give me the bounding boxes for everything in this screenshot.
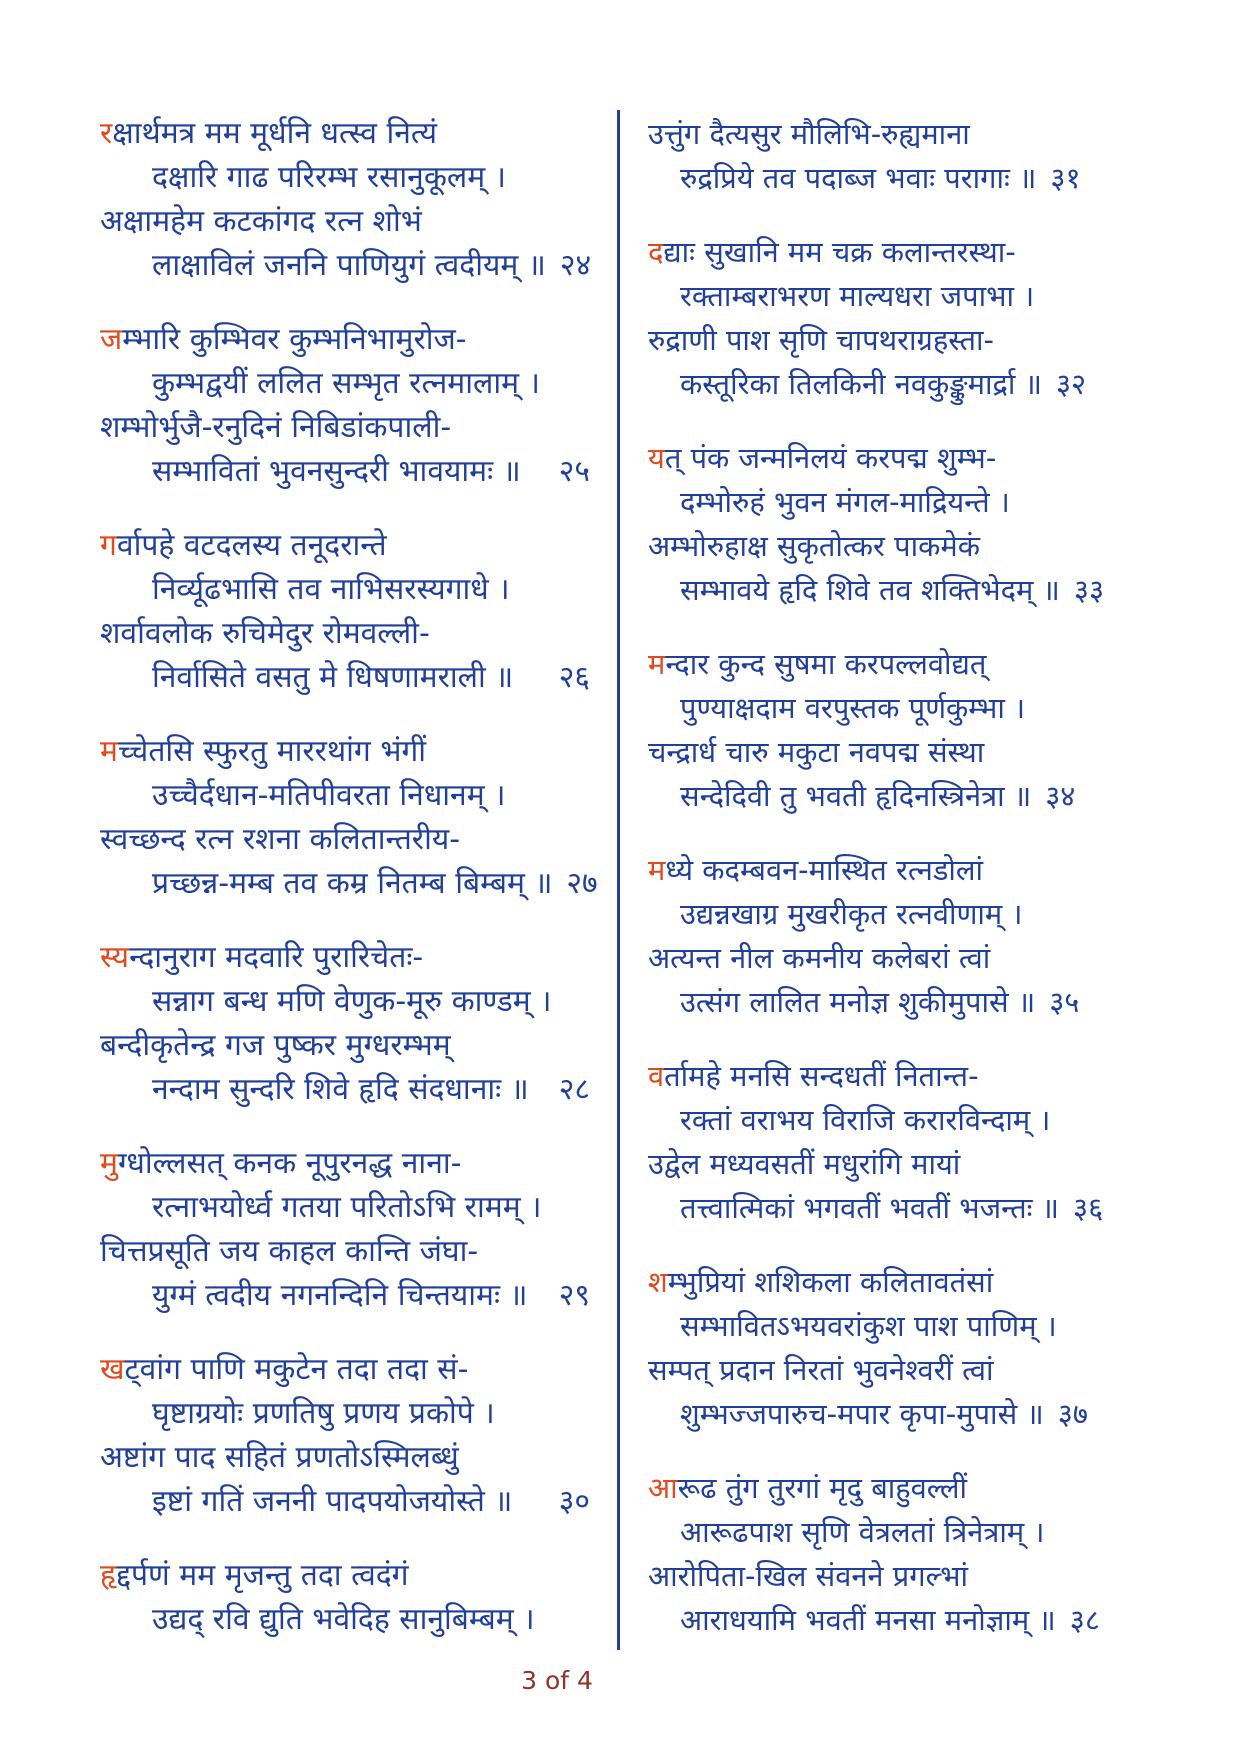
verse: [648, 642, 1076, 818]
verse-line-text: शम्भोर्भुजै-रनुदिनं निबिडांकपाली-: [100, 410, 452, 445]
verse-line: [100, 244, 590, 288]
verse: [100, 1348, 590, 1524]
verse-line: [648, 980, 1080, 1024]
verse-line-text: दम्भोरुहं भुवन मंगल-माद्रियन्ते ।: [680, 485, 1010, 519]
verse-line-text: लाक्षाविलं जननि पाणियुगं त्वदीयम् ॥: [152, 248, 546, 283]
verse-line-text: उद्यद् रवि द्युति भवेदिह सानुबिम्बम् ।: [152, 1602, 535, 1637]
verse-line-text: उत्तुंग दैत्यसुर मौलिभि-रुह्यमाना: [648, 117, 970, 151]
verse-line-text: अष्टांग पाद सहितं प्रणतोऽस्मिलब्धुं: [100, 1440, 459, 1475]
verse-line: [648, 156, 1081, 200]
verse-line-text: मुग्धोल्लसत् कनक नूपुरनद्ध नाना-: [100, 1146, 462, 1181]
verse-line: [648, 1348, 1016, 1392]
verse-initial-letter: आ: [648, 1471, 678, 1505]
verse-line: [648, 1260, 1016, 1304]
verse-line-text: आरूढ तुंग तुरगां मृदु बाहुवल्लीं: [648, 1471, 968, 1505]
verse-number: २५: [558, 454, 590, 489]
verse-line: [100, 1480, 590, 1524]
verse-line-text: प्रच्छन्न-मम्ब तव कम्र नितम्ब बिम्बम् ॥: [152, 866, 553, 901]
verse-line-text: हृद्दर्पणं मम मृजन्तु तदा त्वदंगं: [100, 1558, 409, 1593]
verse-line: [648, 1054, 1016, 1098]
verse-line: [100, 1230, 590, 1274]
verse: [648, 436, 1105, 612]
verse: [648, 112, 1081, 200]
verse-line: [648, 1554, 1016, 1598]
verse-line-text: नन्दाम सुन्दरि शिवे हृदि संदधानाः ॥: [152, 1072, 529, 1107]
verse-line: [100, 112, 590, 156]
verse-line-text: उच्चैर्दधान-मतिपीवरता निधानम् ।: [152, 778, 506, 813]
verse-line-text: सम्पत् प्रदान निरतां भुवनेश्वरीं त्वां: [648, 1353, 994, 1387]
verse-line-text: रत्नाभयोर्ध्व गतया परितोऽभि रामम् ।: [152, 1190, 542, 1225]
verse-number: ३७: [1057, 1397, 1088, 1431]
verse-line: [100, 362, 590, 406]
verse-line-text: चित्तप्रसूति जय काहल कान्ति जंघा-: [100, 1234, 479, 1269]
verse: [648, 230, 1087, 406]
verse-line: [648, 524, 1016, 568]
verse-line: [648, 318, 1016, 362]
verse-line-text: शर्वावलोक रुचिमेदुर रोमवल्ली-: [100, 616, 430, 651]
verse-line-text: आराधयामि भवतीं मनसा मनोज्ञाम् ॥: [680, 1603, 1056, 1637]
verse-line: [648, 1598, 1100, 1642]
verse-line: [100, 450, 590, 494]
verse-number: ३१: [1050, 161, 1081, 195]
verse-line-text: दक्षारि गाढ परिरम्भ रसानुकूलम् ।: [152, 160, 507, 195]
verse-line: [100, 156, 590, 200]
verse-line: [100, 1436, 590, 1480]
right-column: [648, 112, 1105, 1672]
verse-line-text: यत् पंक जन्मनिलयं करपद्म शुम्भ-: [648, 441, 997, 475]
verse-line-text: आरोपिता-खिल संवनने प्रगल्भां: [648, 1559, 968, 1593]
verse: [100, 524, 590, 700]
verse: [648, 848, 1080, 1024]
verse-line: [100, 936, 590, 980]
verse-line-text: रक्तां वराभय विराजि करारविन्दाम् ।: [680, 1103, 1051, 1137]
verse-line: [100, 980, 590, 1024]
verse-line: [648, 362, 1087, 406]
verse-line-text: रुद्रप्रिये तव पदाब्ज भवाः परागाः ॥: [680, 161, 1037, 195]
verse-line: [648, 274, 1035, 318]
verse-number: ३०: [558, 1484, 590, 1519]
verse-line-text: जम्भारि कुम्भिवर कुम्भनिभामुरोज-: [100, 322, 467, 357]
verse-initial-letter: हृ: [100, 1558, 117, 1593]
verse-line-text: सम्भावितऽभयवरांकुश पाश पाणिम् ।: [680, 1309, 1057, 1343]
verse-initial-letter: म: [648, 853, 666, 887]
verse-line-text: मच्चेतसि स्फुरतु माररथांग भंगीं: [100, 734, 427, 769]
verse-line: [648, 1392, 1088, 1436]
verse-line: [100, 818, 590, 862]
verse-line: [100, 1598, 590, 1642]
verse-line-text: मन्दार कुन्द सुषमा करपल्लवोद्यत्: [648, 647, 987, 681]
verse-line: [648, 730, 1016, 774]
verse: [648, 1260, 1088, 1436]
verse-line: [100, 200, 590, 244]
verse-initial-letter: य: [648, 441, 665, 475]
verse: [100, 936, 590, 1112]
verse-line-text: दद्याः सुखानि मम चक्र कलान्तरस्था-: [648, 235, 1016, 269]
verse-line-text: सन्नाग बन्ध मणि वेणुक-मूरु काण्डम् ।: [152, 984, 552, 1019]
verse-initial-letter: द: [648, 235, 664, 269]
verse-number: २८: [558, 1072, 590, 1107]
verse-line: [100, 1274, 590, 1318]
verse-line-text: शम्भुप्रियां शशिकला कलितावतंसां: [648, 1265, 994, 1299]
verse-initial-letter: श: [648, 1265, 668, 1299]
verse-line: [648, 1142, 1016, 1186]
verse-line: [648, 774, 1076, 818]
verse-number: ३५: [1049, 985, 1080, 1019]
verse-initial-letter: स्य: [100, 940, 130, 975]
verse-line: [100, 862, 598, 906]
verse-line: [100, 612, 590, 656]
column-divider: [617, 110, 620, 1650]
verse-line: [648, 230, 1016, 274]
verse-line-text: कस्तूरिका तिलकिनी नवकुङ्कुमार्द्रा ॥: [680, 367, 1042, 401]
verse-number: ३६: [1073, 1191, 1104, 1225]
verse: [648, 1466, 1100, 1642]
verse-number: २९: [558, 1278, 590, 1313]
verse-line-text: पुण्याक्षदाम वरपुस्तक पूर्णकुम्भा ।: [680, 691, 1026, 725]
verse-line: [648, 568, 1105, 612]
verse-line-text: निर्व्यूढभासि तव नाभिसरस्यगाधे ।: [152, 572, 510, 607]
verse-line-text: इष्टां गतिं जननी पादपयोजयोस्ते ॥: [152, 1484, 513, 1519]
verse: [100, 1554, 590, 1642]
verse-line-text: खट्वांग पाणि मकुटेन तदा तदा सं-: [100, 1352, 469, 1387]
verse-line: [648, 1304, 1057, 1348]
verse-initial-letter: म: [648, 647, 666, 681]
verse: [100, 112, 590, 288]
verse: [100, 730, 598, 906]
verse-initial-letter: ख: [100, 1352, 125, 1387]
verse-number: ३३: [1073, 573, 1105, 607]
verse-initial-letter: ज: [100, 322, 123, 357]
verse-line: [648, 892, 1023, 936]
verse-line: [648, 1466, 1016, 1510]
verse-line: [100, 1186, 590, 1230]
verse-line: [648, 436, 1016, 480]
verse-line-text: स्यन्दानुराग मदवारि पुरारिचेतः-: [100, 940, 424, 975]
verse-line-text: रक्ताम्बराभरण माल्यधरा जपाभा ।: [680, 279, 1035, 313]
verse-line-text: घृष्टाग्रयोः प्रणतिषु प्रणय प्रकोपे ।: [152, 1396, 495, 1431]
verse-line-text: उत्संग लालित मनोज्ञ शुकीमुपासे ॥: [680, 985, 1036, 1019]
verse-number: ३४: [1045, 779, 1076, 813]
verse: [100, 1142, 590, 1318]
left-column: [100, 112, 598, 1672]
verse-line: [100, 730, 590, 774]
verse-line-text: अक्षामहेम कटकांगद रत्न शोभं: [100, 204, 422, 239]
verse-line: [648, 848, 1016, 892]
verse-line: [648, 1186, 1104, 1230]
verse-line-text: मध्ये कदम्बवन-मास्थित रत्नडोलां: [648, 853, 984, 887]
verse-line-text: कुम्भद्वयीं ललित सम्भृत रत्नमालाम् ।: [152, 366, 540, 401]
verse-line: [648, 480, 1016, 524]
verse-initial-letter: मु: [100, 1146, 118, 1181]
verse-line: [100, 656, 590, 700]
verse-line: [100, 1348, 590, 1392]
verse-line: [100, 406, 590, 450]
verse-line: [648, 642, 1016, 686]
verse-line: [100, 774, 590, 818]
verse-line-text: निर्वासिते वसतु मे धिषणामराली ॥: [152, 660, 514, 695]
verse-number: ३२: [1055, 367, 1087, 401]
verse-line: [100, 1392, 590, 1436]
verse-line-text: रुद्राणी पाश सृणि चापथराग्रहस्ता-: [648, 323, 995, 357]
verse-line-text: गर्वापहे वटदलस्य तनूदरान्ते: [100, 528, 387, 563]
verse-line-text: स्वच्छन्द रत्न रशना कलितान्तरीय-: [100, 822, 461, 857]
verse-initial-letter: र: [100, 116, 113, 151]
verse-line: [100, 1068, 590, 1112]
verse-initial-letter: व: [648, 1059, 665, 1093]
verse-initial-letter: म: [100, 734, 118, 769]
verse-line-text: युग्मं त्वदीय नगनन्दिनि चिन्तयामः ॥: [152, 1278, 528, 1313]
verse-line-text: उद्यन्नखाग्र मुखरीकृत रत्नवीणाम् ।: [680, 897, 1023, 931]
page-footer: 3 of 4: [521, 1666, 593, 1695]
verse-line: [648, 1510, 1045, 1554]
verse-line-text: सन्देदिवी तु भवती हृदिनस्त्रिनेत्रा ॥: [680, 779, 1032, 813]
verse-line-text: सम्भावितां भुवनसुन्दरी भावयामः ॥: [152, 454, 521, 489]
verse-line-text: वर्तामहे मनसि सन्दधतीं नितान्त-: [648, 1059, 979, 1093]
verse-line-text: बन्दीकृतेन्द्र गज पुष्कर मुग्धरम्भम्: [100, 1028, 451, 1063]
verse-line-text: शुम्भज्जपारुच-मपार कृपा-मुपासे ॥: [680, 1397, 1044, 1431]
verse-line: [648, 686, 1026, 730]
verse-line-text: अत्यन्त नील कमनीय कलेबरां त्वां: [648, 941, 991, 975]
verse-line: [648, 1098, 1051, 1142]
verse-line-text: तत्त्वात्मिकां भगवतीं भवतीं भजन्तः ॥: [680, 1191, 1060, 1225]
verse-line-text: आरूढपाश सृणि वेत्रलतां त्रिनेत्राम् ।: [680, 1515, 1045, 1549]
verse-line: [100, 1142, 590, 1186]
verse-line-text: अम्भोरुहाक्ष सुकृतोत्कर पाकमेकं: [648, 529, 980, 563]
verse-line: [100, 318, 590, 362]
verse-line: [100, 1554, 590, 1598]
verse-line: [100, 1024, 590, 1068]
verse-line-text: चन्द्रार्ध चारु मकुटा नवपद्म संस्था: [648, 735, 985, 769]
verse-initial-letter: ग: [100, 528, 117, 563]
verse: [648, 1054, 1104, 1230]
verse-line: [648, 112, 1016, 156]
verse-line-text: उद्वेल मध्यवसतीं मधुरांगि मायां: [648, 1147, 961, 1181]
verse-number: २७: [566, 866, 598, 901]
verse-line: [100, 524, 590, 568]
verse: [100, 318, 590, 494]
verse-number: २६: [558, 660, 590, 695]
verse-number: २४: [559, 248, 592, 283]
verse-number: ३८: [1069, 1603, 1100, 1637]
verse-line: [648, 936, 1016, 980]
verse-line-text: रक्षार्थमत्र मम मूर्धनि धत्स्व नित्यं: [100, 116, 437, 151]
verse-line: [100, 568, 590, 612]
verse-line-text: सम्भावये हृदि शिवे तव शक्तिभेदम् ॥: [680, 573, 1060, 607]
